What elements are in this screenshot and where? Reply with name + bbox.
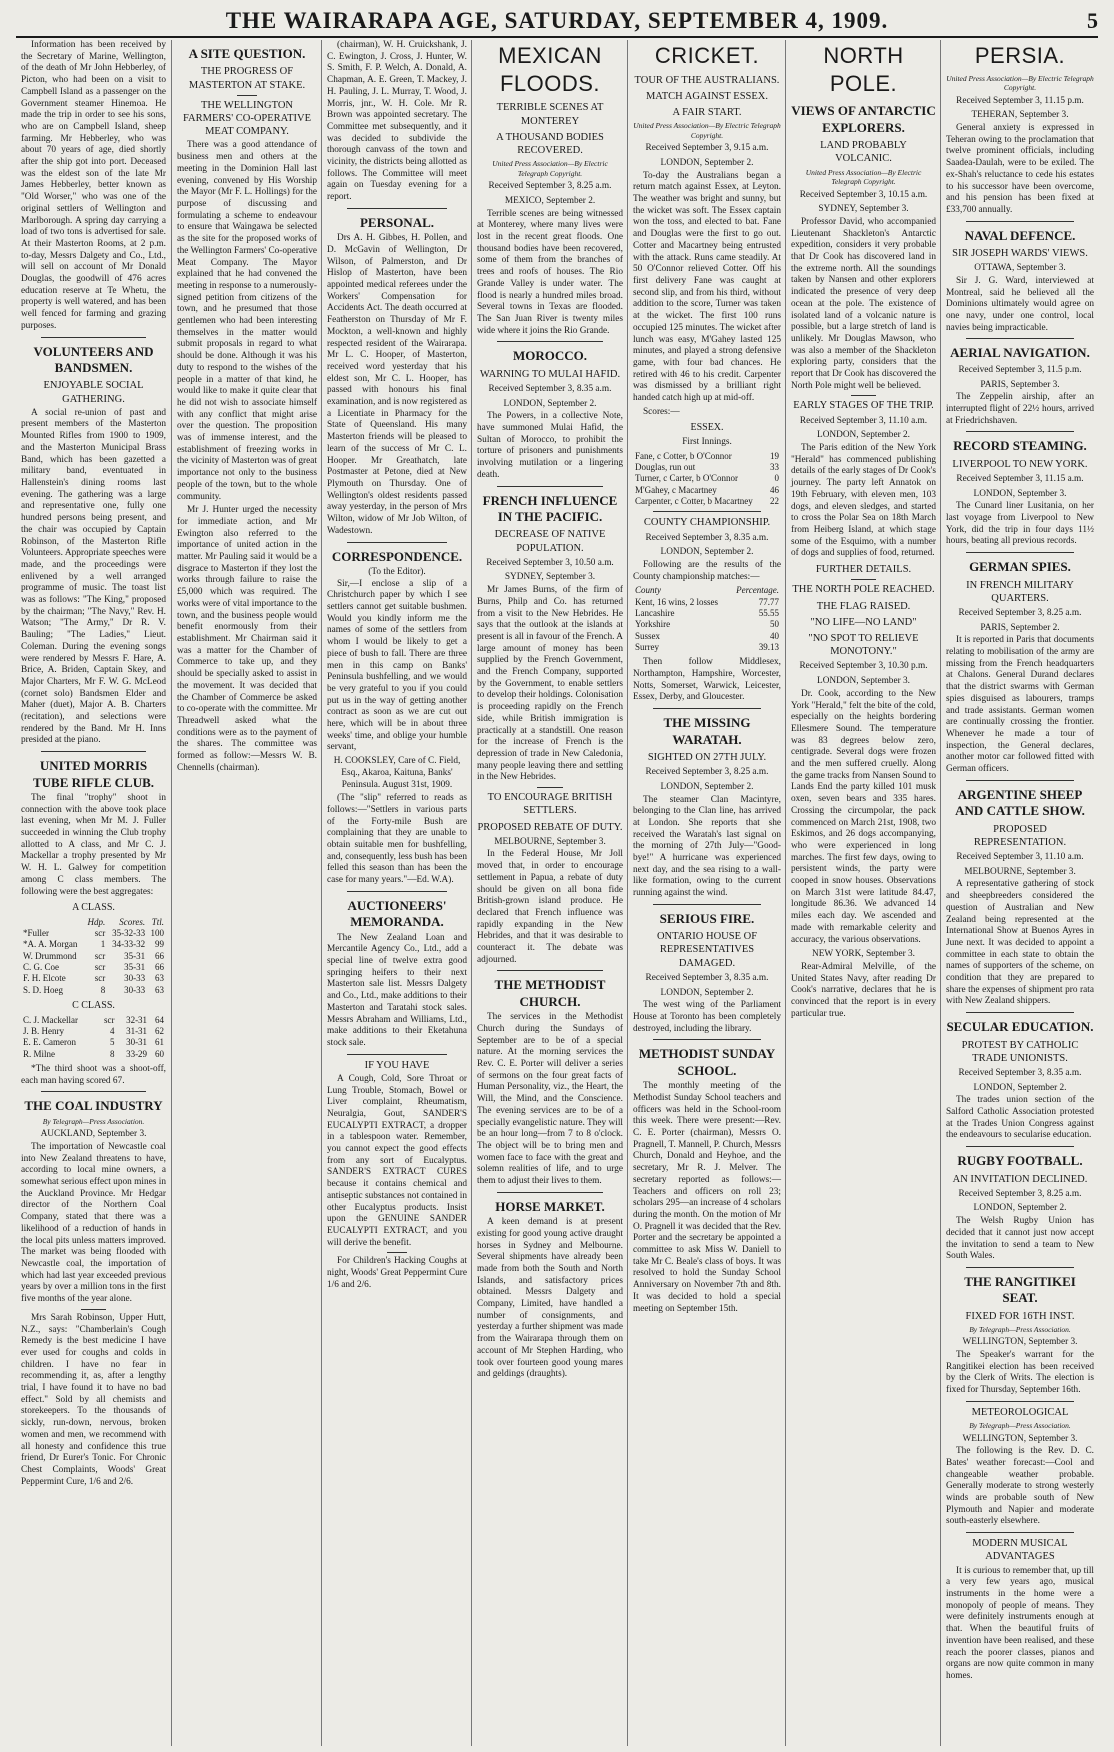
notices-text: Information has been received by the Secretary of Marine, Wellington, of the death of Mr John Hebberley, of Picton, who had been on a visit to Campbell Island as a passenger on the Government steamer Hinemoa. He made the trip in order to see his sons, who are on Campbell Island, sheep farming. Mr Hebberley, who was about 70 years of age, died shortly after the ship got into port. Deceased was the eldest son of the late Mr James Hebberley, better known as "Old Worser," who was one of the original settlers of Wellington and Marlborough. A spring day carrying a load of two tons is advertised for sale. At their Masterton Rooms, at 2 p.m. to-day, Messrs Dalgety and Co., Ltd., will sell on account of Mr Donald Douglas, the goodwill of 476 acres education reserve at Te Whetu, the property is well watered, and has been well fenced for farming and grazing purposes. bbox=[21, 40, 166, 331]
name-cell: C. J. Mackellar bbox=[23, 1014, 78, 1025]
percentage-cell: 39.13 bbox=[758, 642, 779, 653]
received-3: Received September 3, 11.15 a.m. bbox=[956, 473, 1084, 484]
total-cell: 100 bbox=[150, 928, 164, 939]
name-cell: C. G. Coe bbox=[23, 962, 59, 973]
correspondence-signature: H. COOKSLEY, Care of C. Field, Esq., Akaroa, Kaituna, Banks' Peninsula. August 31st, 1909. bbox=[333, 756, 461, 790]
runs-cell: 19 bbox=[770, 450, 779, 461]
further-details-heading: FURTHER DETAILS. bbox=[815, 564, 912, 576]
table-row bbox=[633, 608, 781, 619]
site-question-text-2: Mr J. Hunter urged the necessity for immediate action, and Mr Ewington also referred to the importance of united action in the matter. Mr Pauling said it would be a disgrace to Masterton if they lost the works through failure to raise the £5,000 which was required. The works were of vital importance to the town, and the business people would benefit enormously from their establishment. Mr Chairman said it was a matter for the Chamber of Commerce to take up, and they should be specially asked to assist in the movement. It was decided that the Chamber of Commerce be asked to co-operate with the committee. Mr Threadwell asked what the conditions were as to the payment of the shares. The committee was formed as follow:—Messrs W. B. Chennells (chairman). bbox=[177, 505, 317, 773]
table-row bbox=[633, 451, 781, 462]
meteorological-text: The following is the Rev. D. C. Bates' weather forecast:—Cool and changeable weather probable. Generally moderate to strong westerly winds are probable south of New Plymouth and Napier and moderate south-easterly elsewhere. bbox=[946, 1446, 1094, 1527]
personal-text: Drs A. H. Gibbes, H. Pollen, and D. McGavin of Wellington, Dr Wilson, of Palmerston, and Dr Hislop of Masterton, have been appointed medical referees under the Workers' Compensation for Accidents Act. The death occurred at Featherston on Thursday of Mr F. Mockton, a well-known and highly respected resident of the Wairarapa. Mr L. C. Hooper, of Masterton, received word yesterday that his eldest son, Mr C. L. Hooper, has passed with honours his final examination, and is now registered as a Licentiate in Pharmacy for the State of Queensland. His many Masterton friends will be pleased to learn of the success of Mr C. L. Hooper. Mr Greathatch, late Postmaster at Petone, died at New Plymouth on Thursday. One of Wellington's oldest residents passed away yesterday, in the person of Mrs Wilton, widow of Mr Job Wilton, of Wadestown. bbox=[327, 233, 467, 536]
name-cell: R. Milne bbox=[23, 1048, 56, 1059]
received-4: Received September 3, 8.35 a.m. bbox=[645, 972, 769, 983]
mexican-floods-heading: MEXICAN FLOODS. bbox=[498, 43, 602, 96]
masthead bbox=[16, 6, 1098, 38]
new-york-text: Rear-Admiral Melville, of the United States Navy, after reading Dr Cook's narrative, declares that he is convinced that the report is in every particular true. bbox=[791, 962, 936, 1019]
french-sub: DECREASE OF NATIVE POPULATION. bbox=[494, 529, 606, 554]
table-row bbox=[633, 473, 781, 484]
ad-text: A Cough, Cold, Sore Throat or Lung Trouble, Stomach, Bowel or Liver complaint, Rheumatism, Neuralgia, Gout, SANDER'S EUCALYPTI EXTRACT, a dropper in a tablespoon water. Remember, you cannot expect the good effects from any sort of Eucalyptus. SANDER'S EXTRACT CURES because it contains chemical and antiseptic substances not contained in other Eucalyptus products. Insist upon the GENUINE SANDER EUCALYPTI EXTRACT, and you will derive the benefit. bbox=[327, 1073, 467, 1248]
county-cell: Lancashire bbox=[635, 608, 675, 619]
auctioneers-text: The New Zealand Loan and Mercantile Agency Co., Ltd., add a special line of twelve extra good springing heifers to their next Masterton sale list. Messrs Dalgety and Co., Ltd., make additions to their Masterton and Taratahi stock sales. Messrs Abraham and Williams, Ltd., make additions to their Eketahuna stock sale. bbox=[327, 932, 467, 1048]
received-2: Received September 3, 11.5 p.m. bbox=[958, 364, 1082, 375]
scores-label: Scores:— bbox=[643, 406, 680, 417]
cricket-heading: CRICKET. bbox=[654, 43, 760, 68]
german-spies-text: It is reported in Paris that documents relating to mobilisation of the army are missing from the French headquarters at Chalons. General Durand declares that the district swarms with German spies disguised as labourers, tramps and trade assistants. German women are continually crossing the frontier. Whenever he made a tour of inspection, the General declares, another motor car followed fitted with German officers. bbox=[946, 635, 1094, 775]
dateline-1: MEXICO, September 2. bbox=[504, 195, 596, 206]
column-6 bbox=[785, 40, 941, 1746]
hdp-cell: scr bbox=[94, 962, 106, 973]
table-row bbox=[21, 962, 166, 973]
pole-reached-text: Dr. Cook, according to the New York "Herald," felt the bite of the cold, especially on the heights bordering Ellesmere Sound. The temperature was 83 degrees below zero, centigrade. Several dogs were frozen and the men suffered cruelly. Along the game tracks from Nansen Sound to Lands End the party killed 101 musk oxen, seven bears and 335 hares. Crossing the circumpolar, the pack commenced on March 21st, 1908, two Eskimos, and 26 dogs accompanying, who were experienced in long marches. The first few days, owing to persistent winds, the party were cooped in snow houses. Observations on March 31st were latitude 84.47, longitude 86.36. We advanced 14 miles each day. We ascended and made with remarkable celerity and accuracy, the various observations. bbox=[791, 688, 936, 945]
name-cell: *A. A. Morgan bbox=[23, 939, 78, 950]
meteorological-dateline: WELLINGTON, September 3. bbox=[962, 1433, 1078, 1444]
morocco-sub: WARNING TO MULAI HAFID. bbox=[479, 368, 621, 380]
column-1 bbox=[16, 40, 171, 1746]
sunday-school-heading: METHODIST SUNDAY SCHOOL. bbox=[638, 1046, 776, 1078]
total-cell: 64 bbox=[155, 1014, 164, 1025]
received-2: Received September 3, 8.35 a.m. bbox=[488, 383, 612, 394]
table-row bbox=[633, 496, 781, 507]
dateline-2: PARIS, September 3. bbox=[980, 379, 1060, 390]
argentine-heading: ARGENTINE SHEEP AND CATTLE SHOW. bbox=[955, 786, 1085, 819]
french-text: Mr James Burns, of the firm of Burns, Philp and Co. has returned from a visit to the New Hebrides. He says that the outlook at the islands at present is all in favour of the French. A large amount of money has been supplied by the French Government, and the French Company, supported by the Government, to enable settlers to develop their holdings. Colonisation is proceeding rapidly on the French side, while British immigration is practically at a standstill. One reason for the increase of French is the depression of trade in New Caledonia, many people leaving there and settling in the New Hebrides. bbox=[477, 585, 623, 783]
table-row bbox=[21, 1026, 166, 1037]
a-class-label: A CLASS. bbox=[72, 902, 115, 914]
county-text: Following are the results of the County championship matches:— bbox=[633, 559, 781, 582]
rangitikei-credit: By Telegraph—Press Association. bbox=[969, 1324, 1071, 1334]
scores-cell: 35-32-33 bbox=[112, 928, 146, 939]
percentage-cell: 55.55 bbox=[758, 608, 779, 619]
table-row bbox=[633, 631, 781, 642]
scores-cell: 35-31 bbox=[124, 962, 146, 973]
morris-text: The final "trophy" shoot in connection with the above took place last evening, when Mr M. J. Fuller succeeded in winning the Club trophy allotted to A class, and Mr C. J. Mackellar a trophy presented by Mr W. H. L. Galwey for competition among C class members. The following were the best aggregates: bbox=[21, 792, 166, 897]
received-3: Received September 3, 10.30 p.m. bbox=[799, 661, 928, 672]
county-header: County bbox=[635, 585, 661, 596]
hdp-cell: scr bbox=[94, 950, 106, 961]
methodist-heading: THE METHODIST CHURCH. bbox=[494, 977, 606, 1009]
hdp-cell: scr bbox=[94, 973, 106, 984]
secular-heading: SECULAR EDUCATION. bbox=[946, 1019, 1094, 1035]
musical-text: It is curious to remember that, up till a very few years ago, musical instruments in the home were a monopoly of people of means. They were definitely instruments enough at that. When the beautiful fruits of invention have been realised, and these reach the poorer classes, pianos and organs are now quite common in many homes. bbox=[946, 1565, 1094, 1681]
total-cell: 63 bbox=[155, 973, 164, 984]
north-pole-text: Professor David, who accompanied Lieutenant Shackleton's Antarctic expedition, considers it very probable that Dr Cook has discovered land in the extreme north. All the soundings taken by Nansen and other explorers indicated the presence of very deep ocean at the pole. The existence of isolated land of a volcanic nature is possible, but a large stretch of land is unlikely. Mr Douglas Mawson, who was also a member of the Shackleton exploring party, considers that the report that Dr Cook has discovered the North Pole might well be believed. bbox=[791, 216, 936, 391]
dateline-3: LONDON, September 2. bbox=[660, 781, 754, 792]
cricket-sub2: MATCH AGAINST ESSEX. bbox=[645, 90, 769, 102]
secular-sub: PROTEST BY CATHOLIC TRADE UNIONISTS. bbox=[961, 1039, 1079, 1064]
dateline-2: LONDON, September 2. bbox=[817, 430, 910, 441]
name-cell: J. B. Henry bbox=[23, 1026, 64, 1037]
county-heading: COUNTY CHAMPIONSHIP. bbox=[643, 517, 771, 529]
dateline-3: SYDNEY, September 3. bbox=[504, 572, 596, 583]
received-3: Received September 3, 10.50 a.m. bbox=[486, 557, 614, 568]
hdp-cell: 5 bbox=[110, 1037, 115, 1048]
persia-credit: United Press Association—By Electric Telegraph Copyright. bbox=[946, 73, 1094, 93]
batsman-cell: Fane, c Cotter, b O'Connor bbox=[635, 450, 732, 461]
argentine-text: A representative gathering of stock and sheepbreeders considered the question of Australian and New Zealand being represented at the International Show at Buenos Ayres in June next. It was decided to appoint a committee in each state to obtain the names of supporters of the scheme, on condition that they are prepared to share the expenses of shipment pro rata with New Zealand shippers. bbox=[946, 879, 1094, 1007]
hdp-cell: 4 bbox=[110, 1026, 115, 1037]
a-class-table bbox=[21, 917, 166, 996]
scores-cell: 35-31 bbox=[124, 950, 146, 961]
c-class-note: *The third shoot was a shoot-off, each man having scored 67. bbox=[21, 1064, 166, 1086]
received-2: Received September 3, 8.35 a.m. bbox=[645, 532, 769, 543]
scores-cell: 30-33 bbox=[124, 984, 146, 995]
correspondence-heading: CORRESPONDENCE. bbox=[331, 548, 463, 564]
runs-cell: 46 bbox=[770, 484, 779, 495]
name-cell: F. H. Elcote bbox=[23, 973, 66, 984]
c-class-label: C CLASS. bbox=[72, 1000, 115, 1012]
french-heading: FRENCH INFLUENCE IN THE PACIFIC. bbox=[482, 492, 618, 524]
naval-dateline: OTTAWA, September 3. bbox=[974, 263, 1066, 274]
dateline-4: PARIS, September 2. bbox=[980, 622, 1060, 633]
dateline-1: SYDNEY, September 3. bbox=[818, 204, 909, 215]
naval-text: Sir J. G. Ward, interviewed at Montreal, said he believed all the Dominions ultimately would agree on one navy, under one control, local navies being impracticable. bbox=[946, 275, 1094, 333]
rangitikei-text: The Speaker's warrant for the Rangitikei election has been received by the Clerk of Writs. The election is fixed for Thursday, September 16th. bbox=[946, 1350, 1094, 1396]
percentage-cell: 50 bbox=[770, 619, 779, 630]
north-pole-sub2: LAND PROBABLY VOLCANIC. bbox=[820, 140, 907, 165]
total-cell: 62 bbox=[155, 1026, 164, 1037]
table-row bbox=[633, 485, 781, 496]
early-stages-heading: EARLY STAGES OF THE TRIP. bbox=[793, 400, 934, 412]
ad-text-2: For Children's Hacking Coughs at night, Woods' Great Peppermint Cure 1/6 and 2/6. bbox=[327, 1256, 467, 1290]
table-row bbox=[21, 939, 166, 950]
meteorological-credit: By Telegraph—Press Association. bbox=[969, 1421, 1071, 1431]
early-stages-text: The Paris edition of the New York "Herald" has commenced publishing details of the early stages of Dr Cook's journey. The party left Annatok on 19th February, with eleven men, 103 dogs, and eleven sledges, and started to cross the Polar Sea on 18th March from Heiberg Island, at which stage some of the Esquimo, with a number of dogs and supplies of food, returned. bbox=[791, 443, 936, 559]
rangitikei-sub: FIXED FOR 16TH INST. bbox=[965, 1310, 1075, 1322]
german-spies-heading: GERMAN SPIES. bbox=[969, 559, 1071, 575]
dateline-4: MELBOURNE, September 3. bbox=[494, 836, 606, 847]
rugby-heading: RUGBY FOOTBALL. bbox=[957, 1153, 1083, 1169]
a-class-header-hdp: Hdp. bbox=[87, 916, 106, 927]
runs-cell: 22 bbox=[770, 496, 779, 507]
hdp-cell: 8 bbox=[110, 1048, 115, 1059]
dateline-2: LONDON, September 2. bbox=[660, 547, 754, 558]
dateline-5: MELBOURNE, September 3. bbox=[964, 866, 1076, 877]
mexican-floods-sub1: TERRIBLE SCENES AT MONTEREY bbox=[496, 102, 604, 127]
record-text: The Cunard liner Lusitania, on her last voyage from Liverpool to New York, did the trip in four days 11½ hours, beating all previous records. bbox=[946, 501, 1094, 547]
county-cell: Surrey bbox=[635, 642, 659, 653]
table-row bbox=[21, 1037, 166, 1048]
scores-cell: 32-31 bbox=[126, 1014, 148, 1025]
total-cell: 66 bbox=[155, 962, 164, 973]
received-2: Received September 3, 11.10 a.m. bbox=[799, 415, 928, 426]
table-row bbox=[633, 642, 781, 653]
dateline-4: LONDON, September 2. bbox=[660, 987, 754, 998]
dateline-2: LONDON, September 2. bbox=[503, 398, 597, 409]
flag-raised-heading: THE FLAG RAISED. bbox=[816, 600, 911, 612]
record-sub: LIVERPOOL TO NEW YORK. bbox=[952, 458, 1088, 470]
coal-heading: THE COAL INDUSTRY bbox=[24, 1098, 163, 1114]
runs-cell: 0 bbox=[774, 473, 779, 484]
percentage-cell: 77.77 bbox=[758, 596, 779, 607]
name-cell: S. D. Hoeg bbox=[23, 984, 63, 995]
county-cell: Kent, 16 wins, 2 losses bbox=[635, 596, 718, 607]
scores-cell: 31-31 bbox=[126, 1026, 148, 1037]
morris-heading: UNITED MORRIS TUBE RIFLE CLUB. bbox=[33, 758, 154, 790]
north-pole-credit: United Press Association—By Electric Telegraph Copyright. bbox=[805, 167, 922, 187]
rugby-text: The Welsh Rugby Union has decided that it cannot just now accept the invitation to send a team to New South Wales. bbox=[946, 1216, 1094, 1262]
table-row bbox=[633, 462, 781, 473]
aerial-text: The Zeppelin airship, after an interrupted flight of 22½ hours, arrived at Friedrichshaven. bbox=[946, 392, 1094, 426]
percentage-header: Percentage. bbox=[736, 585, 779, 596]
horse-market-text: A keen demand is at present existing for good young active draught horses in Sydney and Melbourne. Several shipments have already been made from both the South and North Islands, and satisfactory prices obtained. Messrs Dalgety and Company, Limited, have handled a number of consignments, and yesterday a further shipment was made from the Wairarapa through them on account of Mr Stephen Harding, who took over fourteen good young mares and geldings (draughts). bbox=[477, 1217, 623, 1380]
table-row bbox=[21, 985, 166, 996]
name-cell: *Fuller bbox=[23, 928, 49, 939]
volunteers-subheading: ENJOYABLE SOCIAL GATHERING. bbox=[43, 380, 144, 405]
total-cell: 99 bbox=[155, 939, 164, 950]
runs-cell: 33 bbox=[770, 462, 779, 473]
county-text-2: Then follow Middlesex, Northampton, Hampshire, Worcester, Notts, Somerset, Warwick, Leicester, Essex, Derby, and Gloucester. bbox=[633, 657, 781, 703]
column-4 bbox=[471, 40, 628, 1746]
cricket-text: To-day the Australians began a return match against Essex, at Leyton. The weather was bright and sunny, but the wicket was soft. The Essex captain won the toss, and elected to bat. Fane and Douglas were the first to go out. Cotter and Macartney being entrusted with the attack. Runs came steadily. At 50 O'Connor relieved Cotter. Off his first delivery Fane was caught at second slip, and from his third, without addition to the score, Turner was taken at the wicket. The first 100 runs occupied 125 minutes. The wicket after lunch was easy, M'Gahey lasted 125 minutes, and played a strong defensive game, with four bad chances. He retired with 46 to his credit. Carpenter was dismissed by a brilliant right handed catch high up at mid-off. bbox=[633, 170, 781, 404]
name-cell: W. Drummond bbox=[23, 950, 77, 961]
hdp-cell: scr bbox=[104, 1014, 115, 1025]
essex-label: ESSEX. bbox=[690, 422, 724, 434]
essex-table bbox=[633, 451, 781, 508]
county-cell: Sussex bbox=[635, 630, 661, 641]
total-cell: 66 bbox=[155, 950, 164, 961]
dateline-3: LONDON, September 3. bbox=[973, 488, 1067, 499]
persia-text: General anxiety is expressed in Teheran owing to the proclamation that twelve prominent officials, including Saadea-Daulah, were to be exiled. The ex-Shah's reluctance to cede his estates to his successor have been overcome, and his pension has been fixed at £33,700 annually. bbox=[946, 123, 1094, 215]
north-pole-sub1: VIEWS OF ANTARCTIC EXPLORERS. bbox=[791, 103, 936, 135]
correspondence-text: Sir,—I enclose a slip of a Christchurch paper by which I see settlers cannot get suitable bushmen. Would you kindly inform me the names of some of the settlers from whom I would be likely to get a piece of bush to fall. There are three men in this camp on Banks' Peninsula bushfelling, and we would be very grateful to you if you could put us in the way of getting another contract as soon as we are cut out here, which will be in about three weeks' time, and oblige your humble servant, bbox=[327, 578, 467, 753]
table-row bbox=[21, 951, 166, 962]
table-row bbox=[21, 973, 166, 984]
cricket-sub3: A FAIR START. bbox=[672, 107, 742, 119]
cricket-sub1: TOUR OF THE AUSTRALIANS. bbox=[634, 74, 780, 86]
batsman-cell: Douglas, run out bbox=[635, 462, 696, 473]
waratah-sub: SIGHTED ON 27TH JULY. bbox=[647, 751, 767, 763]
received-1: Received September 3, 9.15 a.m. bbox=[645, 143, 769, 154]
hdp-cell: 8 bbox=[100, 984, 106, 995]
dateline-6: LONDON, September 2. bbox=[973, 1082, 1067, 1093]
fire-heading: SERIOUS FIRE. bbox=[659, 910, 755, 926]
batsman-cell: M'Gahey, c Macartney bbox=[635, 484, 717, 495]
musical-heading: MODERN MUSICAL ADVANTAGES bbox=[972, 1538, 1068, 1563]
table-row bbox=[21, 1049, 166, 1060]
received-7: Received September 3, 8.25 a.m. bbox=[958, 1188, 1082, 1199]
total-cell: 61 bbox=[155, 1037, 164, 1048]
batsman-cell: Turner, c Carter, b O'Connor bbox=[635, 473, 739, 484]
morocco-text: The Powers, in a collective Note, have summoned Mulai Hafid, the Sultan of Morocco, to prohibit the torture of prisoners and punishments involving mutilation or a lingering death. bbox=[477, 411, 623, 480]
correspondence-sub: (To the Editor). bbox=[368, 566, 426, 577]
table-row bbox=[633, 619, 781, 630]
c-class-table bbox=[21, 1015, 166, 1060]
dateline-1: TEHERAN, September 3. bbox=[971, 110, 1069, 121]
ad-heading: IF YOU HAVE bbox=[364, 1059, 430, 1071]
total-cell: 60 bbox=[155, 1048, 164, 1059]
scores-cell: 33-29 bbox=[126, 1048, 148, 1059]
site-question-heading: A SITE QUESTION. bbox=[188, 46, 306, 61]
mexican-floods-credit: United Press Association—By Electric Telegraph Copyright. bbox=[492, 159, 608, 178]
horse-market-heading: HORSE MARKET. bbox=[495, 1198, 605, 1214]
column-5 bbox=[627, 40, 786, 1746]
site-question-sub2: THE WELLINGTON FARMERS' CO-OPERATIVE MEAT COMPANY. bbox=[182, 99, 311, 138]
name-cell: E. E. Cameron bbox=[23, 1037, 76, 1048]
scores-cell: 30-31 bbox=[126, 1037, 148, 1048]
record-heading: RECORD STEAMING. bbox=[953, 438, 1087, 454]
percentage-cell: 40 bbox=[770, 630, 779, 641]
encourage-text: In the Federal House, Mr Joll moved that, in order to encourage settlement in Papua, a rebate of duty should be given on all bona fide British-grown island produce. He declared that French influence was rapidly expanding in the New Hebrides, and that it was desirable to counteract it. The debate was adjourned. bbox=[477, 849, 623, 965]
auctioneers-heading: AUCTIONEERS' MEMORANDA. bbox=[347, 897, 447, 930]
rugby-sub: AN INVITATION DECLINED. bbox=[952, 1173, 1088, 1185]
fire-sub: ONTARIO HOUSE OF REPRESENTATIVES DAMAGED. bbox=[656, 931, 758, 969]
mexican-floods-sub2: A THOUSAND BODIES RECOVERED. bbox=[496, 131, 604, 157]
methodist-text: The services in the Methodist Church during the Sundays of September are to be of a special nature. At the morning services the Rev. C. E. Porter will deliver a series of sermons on the four great facts of Human Personality, viz., the Heart, the Will, the Mind, and the Conscience. The evening services are to be of a specially evangelistic nature. They will be an hour long—from 7 to 8 o'clock. The object will be to bring men and women face to face with the great and solemn realities of life, and to urge them to adjust their lives to them. bbox=[477, 1012, 623, 1187]
cricket-credit: United Press Association—By Electric Telegraph Copyright. bbox=[633, 121, 781, 140]
persia-heading: PERSIA. bbox=[974, 43, 1066, 68]
hdp-cell: scr bbox=[94, 928, 106, 939]
naval-heading: NAVAL DEFENCE. bbox=[964, 227, 1076, 243]
german-spies-sub: IN FRENCH MILITARY QUARTERS. bbox=[966, 579, 1074, 604]
sunday-school-text: The monthly meeting of the Methodist Sunday School teachers and officers was held in the School-room this week. There were present:—Rev. C. E. Porter (chairman), Messrs O. Pragnell, T. Mannell, P. Church, Messrs Church, Donald and Heyhoe, and the secretary, Mr R. J. Melver. The secretary reported as follows:—Teachers and officers on roll 23; scholars 295—an increase of 4 scholars during the month. On the motion of Mr O. Pragnell it was decided that the Rev. Porter and the secretary be appointed a committee to ask Miss W. Daniell to take Mr C. Beale's class of boys. It was resolved to hold the Sunday School Anniversary on November 7th and 8th. It was decided to hold a special meeting on September 15th. bbox=[633, 1081, 781, 1314]
coal-text: The importation of Newcastle coal into New Zealand threatens to have, according to local mine owners, a somewhat serious effect upon mines in the Auckland Province. Mr Hedgar director of the Northern Coal Company, stated that there was a likelihood of a reduction of hands in the local pits unless matters improved. The market was being flooded with Newcastle coal, the importation of which had last year exceeded previous years by over a million tons in the first five months of the year alone. bbox=[21, 1141, 166, 1305]
coal-credit: By Telegraph—Press Association. bbox=[42, 1116, 145, 1126]
received-1: Received September 3, 11.15 p.m. bbox=[956, 95, 1084, 106]
dateline-7: LONDON, September 2. bbox=[973, 1203, 1067, 1214]
volunteers-heading: VOLUNTEERS AND BANDSMEN. bbox=[33, 343, 154, 375]
county-table bbox=[633, 585, 781, 653]
aerial-heading: AERIAL NAVIGATION. bbox=[950, 345, 1090, 361]
encourage-sub: PROPOSED REBATE OF DUTY. bbox=[477, 821, 623, 833]
column-2 bbox=[171, 40, 322, 1746]
advertisements-text: Mrs Sarah Robinson, Upper Hutt, N.Z., says: "Chamberlain's Cough Remedy is the best medicine I have ever used for coughs and colds in children. I have no fear in recommending it, as, after a lengthy trial, I have found it to have no bad effect." Sold by all chemists and storekeepers. To the thousands of sickly, run-down, nervous, broken women and men, we recommend with all honesty and confidence this true friend, Dr Eurer's Tonic. For Chronic Chest Complaints, Woods' Great Peppermint Cure, 1/6 and 2/6. bbox=[21, 1312, 166, 1487]
page-number: 5 bbox=[1087, 8, 1098, 33]
north-pole-heading: NORTH POLE. bbox=[823, 43, 904, 96]
received-1: Received September 3, 10.15 a.m. bbox=[799, 189, 928, 200]
committee-text: (chairman), W. H. Cruickshank, J. C. Ewington, J. Cross, J. Hunter, W. S. Smith, F. P. Welch, A. Donald, A. Chapman, A. E. Green, T. Mackey, J. H. Pauling, J. L. Murray, T. Wood, J. Morris, jnr., W. H. Cole. Mr R. Brown was appointed secretary. The Committee met subsequently, and it was decided to subdivide the thorough canvass of the town and vicinity, the districts being allotted as follows. The Committee will meet again on Tuesday evening for a report. bbox=[327, 40, 467, 203]
site-question-text-1: There was a good attendance of business men and others at the meeting in the Dominion Hall last evening, convened by His Worship the Mayor (Mr F. L. Hollings) for the purpose of discussing and formulating a scheme to endeavour to ensure that Waingawa be selected as the site for the proposed works of the Wellington Farmers' Co-operative Meat Company. The Mayor explained that he had convened the meeting in response to a numerously-signed petition from citizens of the town, and he presumed that those gentlemen who had been interesting themselves in the matter would submit proposals in regard to what should be done. Although it was his duty to respond to the wishes of the people in a matter of that kind, he would like to make it quite clear that he did not wish to associate himself with any conflict that might arise over the question. The proposition was of immense interest, and the establishment of freezing works in the vicinity of Masterton was of great importance not only to the business people of the town, but to the whole community. bbox=[177, 140, 317, 502]
total-cell: 63 bbox=[155, 984, 164, 995]
personal-heading: PERSONAL. bbox=[359, 214, 435, 230]
pole-reached-heading: THE NORTH POLE REACHED. bbox=[792, 584, 935, 596]
column-3 bbox=[321, 40, 472, 1746]
waratah-heading: THE MISSING WARATAH. bbox=[663, 715, 751, 747]
mexican-floods-text: Terrible scenes are being witnessed at Monterey, where many lives were lost in the recent great floods. One thousand bodies have been recovered, some of them from the branches of trees and roofs of houses. The Rio Grande Valley is under water. The flood is nearly a hundred miles broad. Several towns in Texas are flooded. The San Juan River is twenty miles wide where it joins the Rio Grande. bbox=[477, 208, 623, 336]
essex-sub: First Innings. bbox=[682, 437, 732, 448]
rangitikei-heading: THE RANGITIKEI SEAT. bbox=[964, 1273, 1076, 1306]
received-3: Received September 3, 8.25 a.m. bbox=[645, 767, 769, 778]
table-row bbox=[21, 928, 166, 939]
quote-2: "NO SPOT TO RELIEVE MONOTONY." bbox=[808, 632, 919, 658]
meteorological-heading: METEOROLOGICAL bbox=[971, 1406, 1069, 1418]
dateline-3: LONDON, September 3. bbox=[817, 676, 910, 687]
secular-text: The trades union section of the Salford Catholic Association protested at the Trades Union Congress against the endeavours to secularise education. bbox=[946, 1095, 1094, 1141]
volunteers-text: A social re-union of past and present members of the Masterton Mounted Rifles from 1900 to 1909, and the Masterton Municipal Brass Band, which has been gazetted a military band, eventuated in Hallenstein's dining rooms last evening. The gathering was a large and representative one, fully one hundred persons being present, and the chair was occupied by Captain Robinson, of the Masterton Rifle Volunteers. Appropriate speeches were made, and the proceedings were enlivened by a well arranged programme of music. The toast list was as follows: "The King," proposed by the chairman; "The Navy," Rev. H. Watson; "The Army," Dr R. V. Bauling; "The Ladies," Lieut. Coleman. During the evening songs were rendered by Messrs F. Hare, A. Brice, A. Briden, Captain Skey, and Major Charters, Mr F. W. G. McLeod (cornet solo) Bandsmen Elder and Maher (duet), Major A. B. Charters (recitation), and selections were rendered by the Band. Mr H. Inns presided at the piano. bbox=[21, 407, 166, 746]
received-4: Received September 3, 8.25 a.m. bbox=[958, 607, 1082, 618]
scores-cell: 30-33 bbox=[124, 973, 146, 984]
site-question-sub1: THE PROGRESS OF MASTERTON AT STAKE. bbox=[188, 66, 306, 91]
dateline-1: LONDON, September 2. bbox=[660, 157, 754, 168]
waratah-text: The steamer Clan Macintyre, belonging to the Clan line, has arrived at London. She reports that she received the Waratah's last signal on the morning of 27th July—"Good-bye!" A hurricane was experienced next day, and the sea rising to a wall-like formation, owing to the current running against the wind. bbox=[633, 794, 781, 899]
a-class-header-total: Ttl. bbox=[151, 916, 164, 927]
rangitikei-dateline: WELLINGTON, September 3. bbox=[962, 1337, 1078, 1348]
a-class-header-scores: Scores. bbox=[119, 916, 146, 927]
batsman-cell: Carpenter, c Cotter, b Macartney bbox=[635, 496, 753, 507]
fire-text: The west wing of the Parliament House at Toronto has been completely destroyed, including the library. bbox=[633, 1000, 781, 1034]
naval-sub: SIR JOSEPH WARDS' VIEWS. bbox=[952, 248, 1088, 259]
column-7 bbox=[940, 40, 1099, 1746]
quote-1: "NO LIFE—NO LAND" bbox=[810, 616, 917, 628]
new-york-dateline: NEW YORK, September 3. bbox=[811, 949, 916, 960]
correspondence-note: (The "slip" referred to reads as follows:—"Settlers in various parts of the Forty-mile Bush are complaining that they are unable to obtain suitable men for bushfelling, and, consequently, less bush has been felled this season than has been the case for many years."—Ed. W.A). bbox=[327, 793, 467, 886]
encourage-heading: TO ENCOURAGE BRITISH SETTLERS. bbox=[487, 792, 613, 817]
received-5: Received September 3, 11.10 a.m. bbox=[956, 851, 1084, 862]
received-6: Received September 3, 8.35 a.m. bbox=[958, 1067, 1082, 1078]
scores-cell: 34-33-32 bbox=[112, 939, 146, 950]
table-row bbox=[633, 597, 781, 608]
table-row bbox=[21, 1015, 166, 1026]
morocco-heading: MOROCCO. bbox=[512, 348, 588, 364]
coal-dateline: AUCKLAND, September 3. bbox=[40, 1129, 147, 1140]
received-1: Received September 3, 8.25 a.m. bbox=[488, 181, 612, 192]
county-cell: Yorkshire bbox=[635, 619, 671, 630]
argentine-sub: PROPOSED REPRESENTATION. bbox=[973, 823, 1067, 848]
hdp-cell: 1 bbox=[100, 939, 106, 950]
newspaper-title: THE WAIRARAPA AGE, SATURDAY, SEPTEMBER 4, 1909. bbox=[225, 8, 889, 33]
